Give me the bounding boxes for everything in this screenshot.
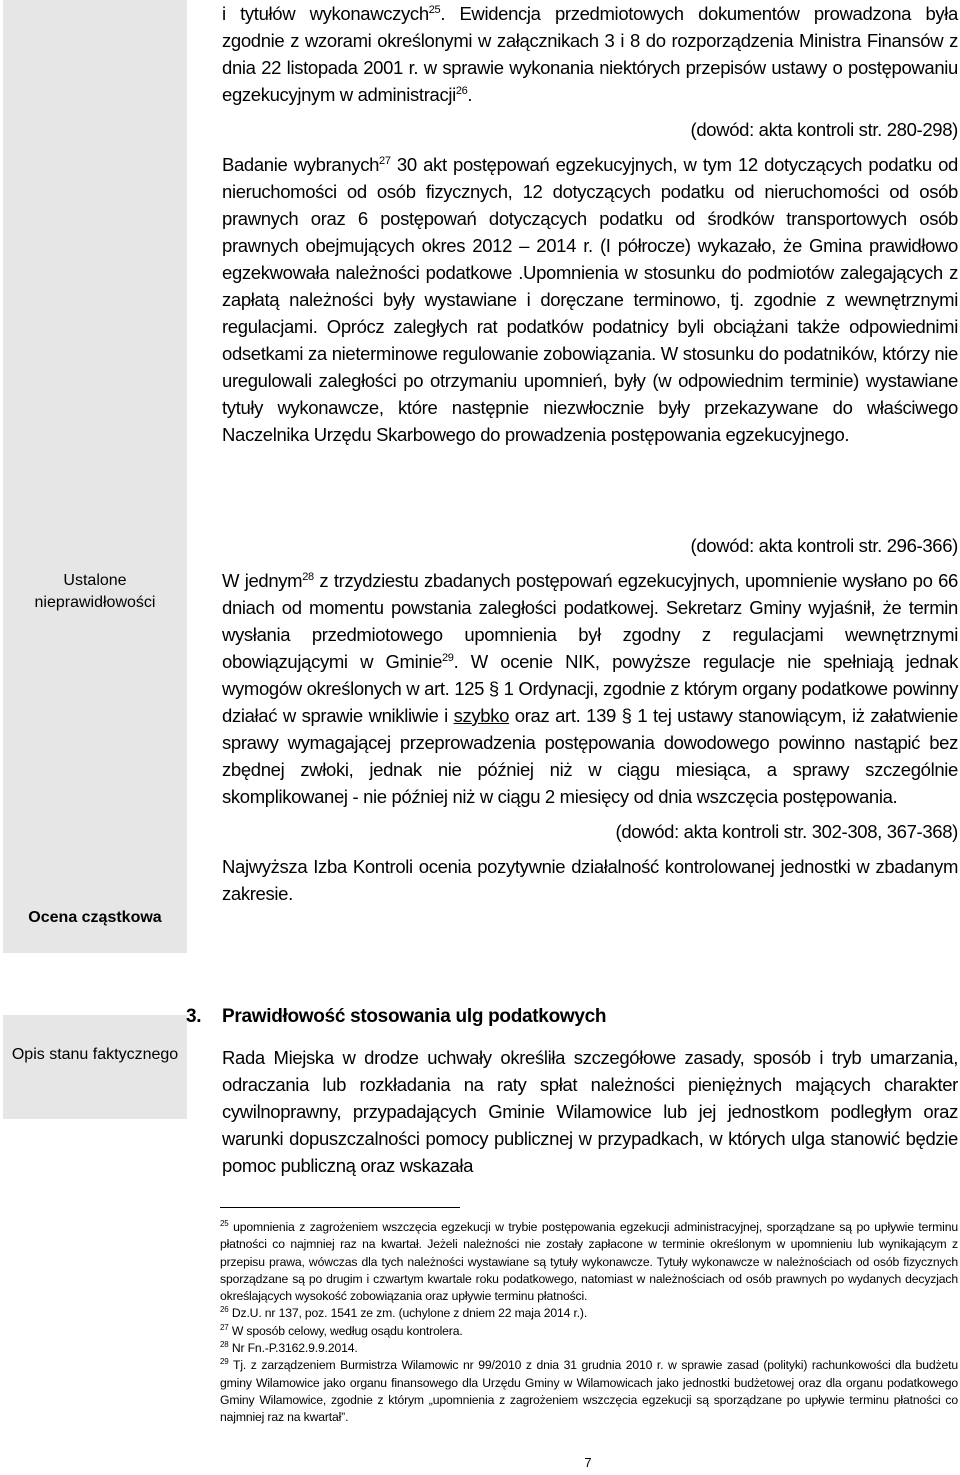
paragraph-facts: Rada Miejska w drodze uchwały określiła szczegółowe zasady, sposób i tryb umarzania, odraczania lub rozkładania na raty spłat należności pieniężnych mających charakter cywilnoprawny, przypadających Gminie Wilamowice lub jej jednostkom podległym oraz warunki dopuszczalności pomocy publicznej w przypadkach, w których ulga stanowić będzie pomoc publiczną oraz wskazała [222, 1047, 958, 1176]
evidence-reference: (dowód: akta kontroli str. 280-298) [690, 119, 958, 140]
text-span: 30 akt postępowań egzekucyjnych, w tym 12 dotyczących podatku od nieruchomości od osób fizycznych, 12 dotyczących podatku od nieruchomości od osób prawnych oraz 6 postępowań dotyczących podatku od środków transportowych osób prawnych obejmujących okres 2012 – 2014 r. (I półrocze) wykazało, że Gmina prawidłowo egzekwowała należności podatkowe .Upomnienia w stosunku do podmiotów zalegających z zapłatą należności były wystawiane i doręczane terminowo, tj. zgodnie z wewnętrznymi regulacjami. Oprócz zaległych rat podatków podatnicy byli obciążani także odpowiednimi odsetkami za nieterminowe regulowanie zobowiązania. W stosunku do podatników, którzy nie uregulowali zaległości po otrzymaniu upomnień, były (w odpowiednim terminie) wystawiane tytuły wykonawcze, które następnie niezwłocznie były przekazywane do właściwego Naczelnika Urzędu Skarbowego do prowadzenia postępowania egzekucyjnego. [222, 154, 958, 445]
paragraph-records [222, 0, 958, 108]
sidebar-label-partial-assessment: Ocena cząstkowa [28, 909, 162, 926]
sidebar-label-irregularities: Ustalone nieprawidłowości [34, 572, 156, 611]
underlined-word: szybko [453, 705, 510, 726]
text-span: W jednym [222, 570, 303, 591]
footnote-item [220, 1323, 958, 1340]
footnote-number: 27 [220, 1322, 229, 1332]
sidebar-box-facts [3, 1015, 187, 1119]
footnote-ref: 29 [442, 652, 454, 664]
section-number: 3. [186, 1006, 202, 1027]
footnote-ref: 28 [302, 571, 314, 583]
text-span: . W ocenie NIK, powyższe regulacje nie spełniają jednak wymogów określonych w art. 125 § 1 Ordynacji, zgodnie z którym organy podatkowe powinny działać w sprawie wnikliwie i [222, 651, 958, 726]
footnote-number: 28 [220, 1340, 229, 1350]
footnotes [220, 1219, 958, 1427]
section-title: Prawidłowość stosowania ulg podatkowych [222, 1006, 607, 1027]
footnote-item [220, 1305, 958, 1322]
footnote-item [220, 1219, 958, 1305]
text-span: z trzydziestu zbadanych postępowań egzekucyjnych, upomnienie wysłano po 66 dniach od momentu powstania zaległości podatkowej. Sekretarz Gminy wyjaśnił, że termin wysłania przedmiotowego upomnienia był zgodny z regulacjami wewnętrznymi obowiązującymi w Gminie [222, 570, 958, 672]
footnote-number: 25 [220, 1219, 229, 1228]
paragraph-irregularity [222, 567, 958, 810]
footnote-text: upomnienia z zagrożeniem wszczęcia egzekucji w trybie postępowania egzekucji administracyjnej, sporządzane są po upływie terminu płatności co najmniej raz na kwartał. Jeżeli należności nie zostały zapłacone w terminie określonym w upomnieniu lub wynikającym z przepisu prawa, wówczas dla tych należności wystawiane są tytuły wykonawcze. Tytuły wykonawcze w należnościach od osób fizycznych sporządzane są po drugim i czwartym kwartale roku podatkowego, natomiast w należnościach od osób prawnych po wydanych decyzjach określających wysokość zobowiązania oraz upływie terminu płatności. [220, 1220, 958, 1304]
footnote-item [220, 1340, 958, 1357]
footnote-ref: 25 [428, 4, 441, 16]
text-span: Badanie wybranych [222, 154, 380, 175]
main-text-upper [222, 0, 958, 448]
main-text-lower [222, 1044, 958, 1179]
footnote-divider [220, 1207, 460, 1208]
paragraph-assessment: Najwyższa Izba Kontroli ocenia pozytywnie działalność kontrolowanej jednostki w zbadanym zakresie. [222, 856, 958, 904]
text-span: i tytułów wykonawczych [222, 3, 429, 24]
footnote-text: Tj. z zarządzeniem Burmistrza Wilamowic nr 99/2010 z dnia 31 grudnia 2010 r. w sprawie zasad (polityki) rachunkowości dla budżetu gminy Wilamowice jako organu finansowego dla Urzędu Gminy w Wilamowicach jako jednostki budżetowej oraz dla organu podatkowego Gminy Wilamowice, zgodnie z którym „upomnienia z zagrożeniem wszczęcia egzekucji są sporządzane po upływie terminu płatności co najmniej raz na kwartał”. [220, 1358, 958, 1425]
main-text-irregularities [222, 532, 958, 907]
footnote-ref: 26 [455, 85, 468, 97]
paragraph-examination [222, 151, 958, 448]
evidence-reference: (dowód: akta kontroli str. 296-366) [690, 535, 958, 556]
section-heading [186, 1006, 606, 1028]
footnote-number: 26 [220, 1305, 229, 1315]
footnote-text: W sposób celowy, według osądu kontrolera. [228, 1323, 463, 1338]
footnote-item [220, 1357, 958, 1426]
page-number: 7 [584, 1455, 592, 1470]
footnote-ref: 27 [379, 155, 391, 167]
text-span: . [467, 84, 473, 105]
sidebar-label-facts: Opis stanu faktycznego [11, 1046, 179, 1063]
evidence-reference: (dowód: akta kontroli str. 302-308, 367-368) [615, 821, 958, 842]
text-span: . Ewidencja przedmiotowych dokumentów prowadzona była zgodnie z wzorami określonymi w załącznikach 3 i 8 do rozporządzenia Ministra Finansów z dnia 22 listopada 2001 r. w sprawie wykonania niektórych przepisów ustawy o postępowaniu egzekucyjnym w administracji [222, 3, 958, 105]
footnote-number: 29 [220, 1357, 229, 1367]
footnote-text: Dz.U. nr 137, poz. 1541 ze zm. (uchylone z dniem 22 maja 2014 r.). [228, 1306, 588, 1321]
text-span: oraz art. 139 § 1 tej ustawy stanowiącym, iż załatwienie sprawy wymagającej przeprowadzenia postępowania dowodowego powinno nastąpić bez zbędnej zwłoki, jednak nie później niż w ciągu miesiąca, a sprawy szczególnie skomplikowanej - nie później niż w ciągu 2 miesięcy od dnia wszczęcia postępowania. [222, 705, 958, 807]
sidebar-panel [3, 0, 187, 953]
footnote-text: Nr Fn.-P.3162.9.9.2014. [228, 1341, 358, 1356]
